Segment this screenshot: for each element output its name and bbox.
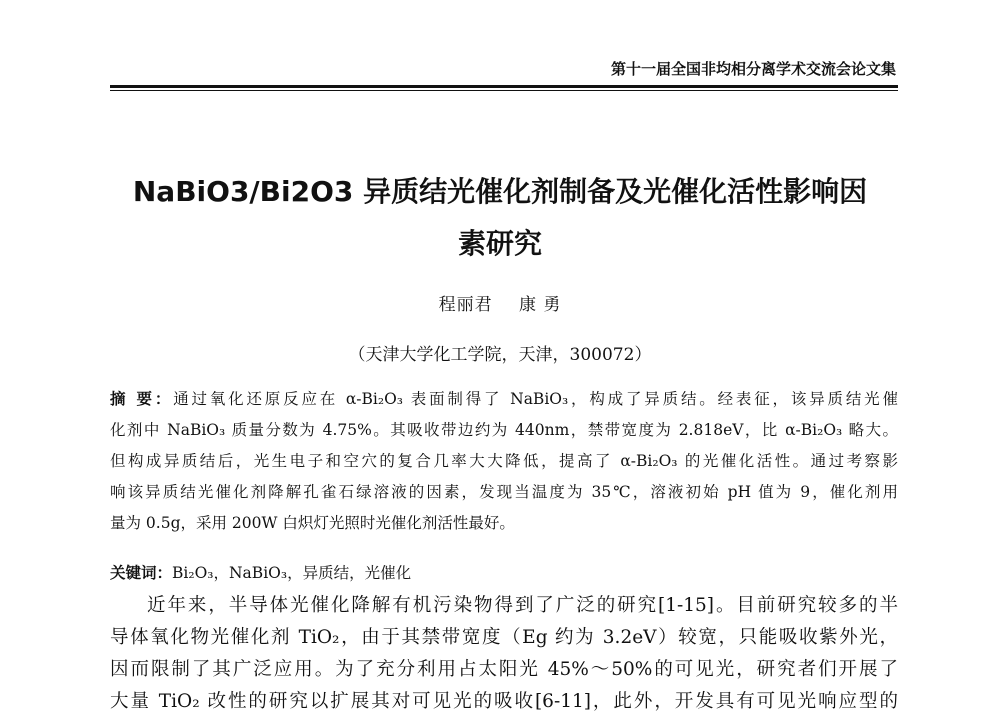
body-text [110, 590, 898, 718]
keywords [110, 560, 898, 586]
abstract-label: 摘 要： [110, 390, 174, 408]
abstract-line-5: 量为 0.5g，采用 200W 白炽灯光照时光催化剂活性最好。 [110, 514, 515, 532]
abstract-line-4: 响该异质结光催化剂降解孔雀石绿溶液的因素，发现当温度为 35℃，溶液初始 pH 值为 9，催化剂用 [110, 483, 898, 501]
paper-title [90, 166, 910, 270]
abstract [110, 384, 898, 539]
author-1: 程丽君 [438, 295, 493, 315]
body-line-1: 近年来，半导体光催化降解有机污染物得到了广泛的研究[1-15]。目前研究较多的半 [147, 595, 898, 616]
body-line-2: 导体氧化物光催化剂 TiO₂，由于其禁带宽度（Eg 约为 3.2eV）较宽，只能吸收紫外光， [110, 627, 898, 648]
abstract-line-2: 化剂中 NaBiO₃ 质量分数为 4.75%。其吸收带边约为 440nm，禁带宽度为 2.818eV，比 α-Bi₂O₃ 略大。 [110, 421, 898, 439]
body-line-3: 因而限制了其广泛应用。为了充分利用占太阳光 45%～50%的可见光，研究者们开展了 [110, 659, 898, 680]
affiliation: （天津大学化工学院，天津，300072） [348, 345, 652, 365]
keywords-text: Bi₂O₃，NaBiO₃，异质结，光催化 [172, 564, 412, 582]
keywords-label: 关键词： [110, 564, 173, 582]
abstract-line-3: 但构成异质结后，光生电子和空穴的复合几率大大降低，提高了 α-Bi₂O₃ 的光催化活性。通过考察影 [110, 452, 898, 470]
abstract-line-1 [110, 384, 898, 415]
title-line-1: NaBiO3/Bi2O3 异质结光催化剂制备及光催化活性影响因 [132, 175, 868, 208]
abstract-text-1: 通过氧化还原反应在 α-Bi₂O₃ 表面制得了 NaBiO₃，构成了异质结。经表征，该异质结光催 [173, 390, 898, 408]
body-line-4: 大量 TiO₂ 改性的研究以扩展其对可见光的吸收[6-11]，此外，开发具有可见光响应型的 [110, 691, 898, 712]
author-list [0, 290, 1000, 315]
header-rule-thick [110, 85, 898, 88]
author-2: 康 勇 [519, 295, 562, 315]
title-line-2: 素研究 [457, 227, 542, 260]
header-rule-thin [110, 90, 898, 91]
running-head: 第十一届全国非均相分离学术交流会论文集 [610, 60, 896, 78]
